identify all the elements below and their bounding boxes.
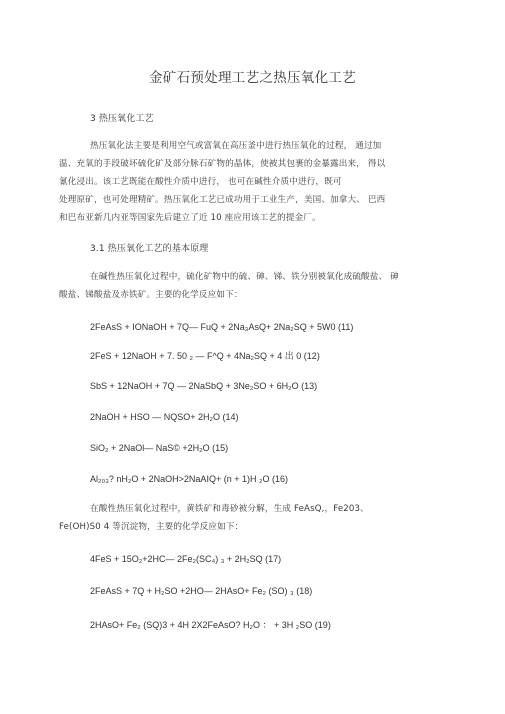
document-title: 金矿石预处理工艺之热压氧化工艺: [149, 70, 356, 86]
equation-19: 2HAsO+ Fe₂ (SQ)3 + 4H 2X2FeAsO? H₂O ： + 3H ₂SO (19): [90, 620, 331, 630]
alkaline-line-1: 在碱性热压氧化过程中，硫化矿物中的硫、砷、锑、铁分别被氧化成硫酸盐、 砷: [90, 272, 399, 282]
intro-line-2: 温、充氧的手段破坏硫化矿及部分脉石矿物的晶体，使被其包裹的金暴露出来， 得以: [59, 159, 386, 169]
equation-16: Al₂₀₃? nH₂O + 2NaOH>2NaAIQ+ (n + 1)H ₂O (16): [90, 474, 288, 484]
equation-15: SiO₂ + 2NaOl— NaS© +2H₂O (15): [90, 443, 229, 453]
intro-line-4: 处理原矿，也可处理精矿。热压氧化工艺已成功用于工业生产，美国、加拿大、 巴西: [59, 195, 386, 205]
intro-line-1: 热压氧化法主要是利用空气或富氧在高压釜中进行热压氧化的过程， 通过加: [90, 141, 382, 151]
equation-13: SbS + 12NaOH + 7Q — 2NaSbQ + 3Ne₂SO + 6H₂O (13): [90, 381, 318, 391]
alkaline-line-2: 酸盐、锑酸盐及赤铁矿。主要的化学反应如下：: [59, 290, 243, 300]
section-heading: 3 热压氧化工艺: [90, 114, 154, 124]
equation-12: 2FeS + 12NaOH + 7. 50 ₂ — F^Q + 4Na₂SQ + 4 出 0 (12): [90, 351, 320, 361]
equation-17: 4FeS + 15O₂+2HC— 2Fe₂(SC₄) ₃ + 2H₂SQ (17): [90, 554, 282, 564]
equation-14: 2NaOH + HSO — NQSO+ 2H₂O (14): [90, 412, 239, 422]
equation-18: 2FeAsS + 7Q + H₂SO +2HO— 2HAsO+ Fe₂ (SO) ₃ (18): [90, 586, 313, 596]
equation-11: 2FeAsS + IONaOH + 7Q— FuQ + 2Na₃AsQ+ 2Na₂SQ + 5W0 (11): [90, 322, 354, 332]
intro-line-3: 氰化浸出。该工艺既能在酸性介质中进行， 也可在碱性介质中进行，既可: [59, 177, 342, 187]
acidic-line-1: 在酸性热压氧化过程中，黄铁矿和毒砂被分解，生成 FeAsQ,，Fe203、: [90, 504, 369, 514]
acidic-line-2: Fe(OH)S0 4 等沉淀物，主要的化学反应如下：: [59, 522, 244, 532]
subsection-heading: 3.1 热压氧化工艺的基本原理: [90, 244, 209, 254]
intro-line-5: 和巴布亚新几内亚等国家先后建立了近 10 座应用该工艺的提金厂。: [59, 213, 321, 223]
